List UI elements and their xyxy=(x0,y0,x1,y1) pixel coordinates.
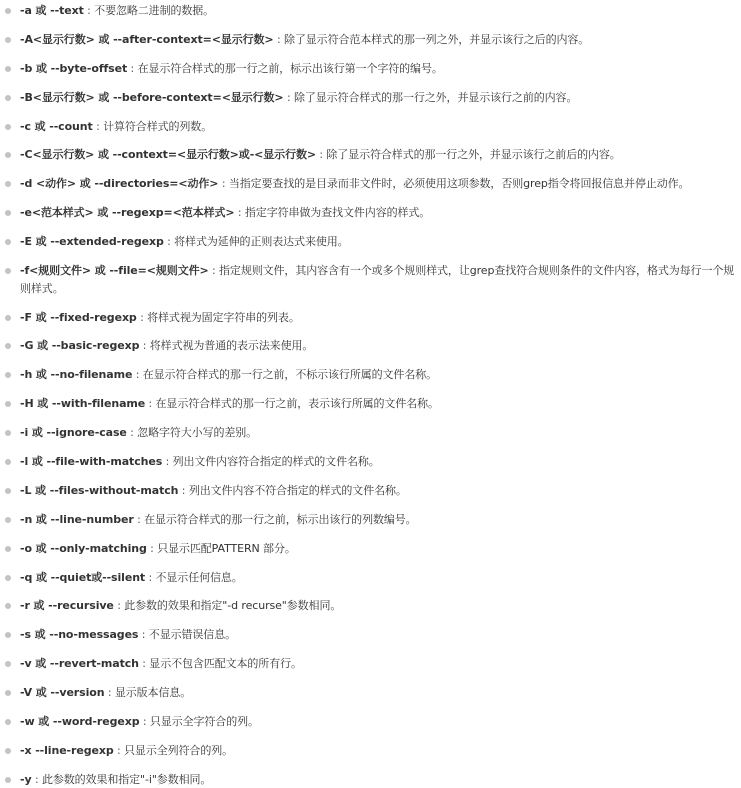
option-description: 将样式视为固定字符串的列表。 xyxy=(147,310,300,324)
option-item: -C<显示行数> 或 --context=<显示行数>或-<显示行数> : 除了显示符合样式的那一行之外，并显示该行之前后的内容。 xyxy=(0,146,735,164)
option-flag: -y xyxy=(20,772,32,786)
option-flag: -C<显示行数> 或 --context=<显示行数>或-<显示行数> xyxy=(20,148,316,162)
option-item: -B<显示行数> 或 --before-context=<显示行数> : 除了显示符合样式的那一行之外，并显示该行之前的内容。 xyxy=(0,89,735,107)
option-flag: -A<显示行数> 或 --after-context=<显示行数> xyxy=(20,32,274,46)
option-description: 将样式为延伸的正则表达式来使用。 xyxy=(174,235,349,249)
option-item: -r 或 --recursive : 此参数的效果和指定"-d recurse"参数相同。 xyxy=(0,597,735,615)
option-flag: -H 或 --with-filename xyxy=(20,397,146,411)
option-flag: -G 或 --basic-regexp xyxy=(20,339,140,353)
option-item: -G 或 --basic-regexp : 将样式视为普通的表示法来使用。 xyxy=(0,337,735,355)
option-flag: -f<规则文件> 或 --file=<规则文件> xyxy=(20,264,209,278)
option-description: 除了显示符合范本样式的那一列之外，并显示该行之后的内容。 xyxy=(283,32,590,46)
option-item: -x --line-regexp : 只显示全列符合的列。 xyxy=(0,742,735,760)
option-description: 只显示匹配PATTERN 部分。 xyxy=(157,541,296,555)
option-flag: -q 或 --quiet或--silent xyxy=(20,570,146,584)
option-item: -d <动作> 或 --directories=<动作> : 当指定要查找的是目录而非文件时，必须使用这项参数，否则grep指令将回报信息并停止动作。 xyxy=(0,175,735,193)
option-item: -b 或 --byte-offset : 在显示符合样式的那一行之前，标示出该行第一个字符的编号。 xyxy=(0,60,735,78)
option-description: 只显示全列符合的列。 xyxy=(124,743,234,757)
option-description: 显示不包含匹配文本的所有行。 xyxy=(149,657,302,671)
option-item: -h 或 --no-filename : 在显示符合样式的那一行之前，不标示该行所属的文件名称。 xyxy=(0,366,735,384)
option-description: 列出文件内容符合指定的样式的文件名称。 xyxy=(172,454,380,468)
option-item: -l 或 --file-with-matches : 列出文件内容符合指定的样式的文件名称。 xyxy=(0,453,735,471)
option-item: -V 或 --version : 显示版本信息。 xyxy=(0,684,735,702)
option-flag: -c 或 --count xyxy=(20,119,93,133)
option-description: 计算符合样式的列数。 xyxy=(103,119,213,133)
option-description: 在显示符合样式的那一行之前，标示出该行第一个字符的编号。 xyxy=(137,61,443,75)
option-item: -A<显示行数> 或 --after-context=<显示行数> : 除了显示符合范本样式的那一列之外，并显示该行之后的内容。 xyxy=(0,31,735,49)
option-description: 除了显示符合样式的那一行之外，并显示该行之前的内容。 xyxy=(293,90,578,104)
option-item: -H 或 --with-filename : 在显示符合样式的那一行之前，表示该行所属的文件名称。 xyxy=(0,395,735,413)
option-description: 指定规则文件，其内容含有一个或多个规则样式，让grep查找符合规则条件的文件内容，格式为每行一个规则样式。 xyxy=(20,264,735,295)
option-item: -y : 此参数的效果和指定"-i"参数相同。 xyxy=(0,771,735,788)
option-flag: -E 或 --extended-regexp xyxy=(20,235,164,249)
option-description: 只显示全字符合的列。 xyxy=(149,714,259,728)
option-item: -i 或 --ignore-case : 忽略字符大小写的差别。 xyxy=(0,424,735,442)
option-flag: -r 或 --recursive xyxy=(20,599,114,613)
option-flag: -o 或 --only-matching xyxy=(20,541,147,555)
option-flag: -b 或 --byte-offset xyxy=(20,61,128,75)
option-description: 不要忽略二进制的数据。 xyxy=(94,4,215,17)
option-description: 列出文件内容不符合指定的样式的文件名称。 xyxy=(188,483,407,497)
option-flag: -s 或 --no-messages xyxy=(20,628,139,642)
option-flag: -n 或 --line-number xyxy=(20,512,134,526)
option-flag: -d <动作> 或 --directories=<动作> xyxy=(20,177,219,191)
option-flag: -L 或 --files-without-match xyxy=(20,483,179,497)
option-description: 此参数的效果和指定"-i"参数相同。 xyxy=(41,772,212,786)
option-description: 不显示错误信息。 xyxy=(148,628,236,642)
option-item: -q 或 --quiet或--silent : 不显示任何信息。 xyxy=(0,569,735,587)
option-item: -E 或 --extended-regexp : 将样式为延伸的正则表达式来使用。 xyxy=(0,233,735,251)
option-description: 除了显示符合样式的那一行之外，并显示该行之前后的内容。 xyxy=(326,148,621,162)
option-description: 不显示任何信息。 xyxy=(155,570,243,584)
option-item: -c 或 --count : 计算符合样式的列数。 xyxy=(0,118,735,136)
option-description: 当指定要查找的是目录而非文件时，必须使用这项参数，否则grep指令将回报信息并停止动作。 xyxy=(228,177,690,191)
option-description: 将样式视为普通的表示法来使用。 xyxy=(149,339,314,353)
option-flag: -h 或 --no-filename xyxy=(20,368,133,382)
option-description: 显示版本信息。 xyxy=(114,686,192,700)
option-description: 此参数的效果和指定"-d recurse"参数相同。 xyxy=(124,599,342,613)
option-flag: -a 或 --text xyxy=(20,4,84,17)
option-description: 忽略字符大小写的差别。 xyxy=(137,426,258,440)
option-flag: -v 或 --revert-match xyxy=(20,657,139,671)
option-item: -L 或 --files-without-match : 列出文件内容不符合指定的样式的文件名称。 xyxy=(0,482,735,500)
option-flag: -i 或 --ignore-case xyxy=(20,426,127,440)
option-item: -s 或 --no-messages : 不显示错误信息。 xyxy=(0,626,735,644)
option-item: -a 或 --text : 不要忽略二进制的数据。 xyxy=(0,0,735,20)
option-description: 在显示符合样式的那一行之前，表示该行所属的文件名称。 xyxy=(155,397,439,411)
option-item: -f<规则文件> 或 --file=<规则文件> : 指定规则文件，其内容含有一个或多个规则样式，让grep查找符合规则条件的文件内容，格式为每行一个规则样式。 xyxy=(0,262,735,297)
option-description: 指定字符串做为查找文件内容的样式。 xyxy=(244,206,431,220)
option-description: 在显示符合样式的那一行之前，标示出该行的列数编号。 xyxy=(144,512,417,526)
option-flag: -w 或 --word-regexp xyxy=(20,714,140,728)
option-item: -o 或 --only-matching : 只显示匹配PATTERN 部分。 xyxy=(0,540,735,558)
option-flag: -F 或 --fixed-regexp xyxy=(20,310,137,324)
option-item: -w 或 --word-regexp : 只显示全字符合的列。 xyxy=(0,713,735,731)
option-item: -e<范本样式> 或 --regexp=<范本样式> : 指定字符串做为查找文件内容的样式。 xyxy=(0,204,735,222)
option-flag: -l 或 --file-with-matches xyxy=(20,454,163,468)
option-item: -F 或 --fixed-regexp : 将样式视为固定字符串的列表。 xyxy=(0,309,735,327)
option-flag: -B<显示行数> 或 --before-context=<显示行数> xyxy=(20,90,284,104)
option-flag: -V 或 --version xyxy=(20,686,105,700)
option-flag: -e<范本样式> 或 --regexp=<范本样式> xyxy=(20,206,235,220)
option-item: -n 或 --line-number : 在显示符合样式的那一行之前，标示出该行的列数编号。 xyxy=(0,511,735,529)
option-flag: -x --line-regexp xyxy=(20,743,114,757)
option-description: 在显示符合样式的那一行之前，不标示该行所属的文件名称。 xyxy=(142,368,438,382)
option-item: -v 或 --revert-match : 显示不包含匹配文本的所有行。 xyxy=(0,655,735,673)
